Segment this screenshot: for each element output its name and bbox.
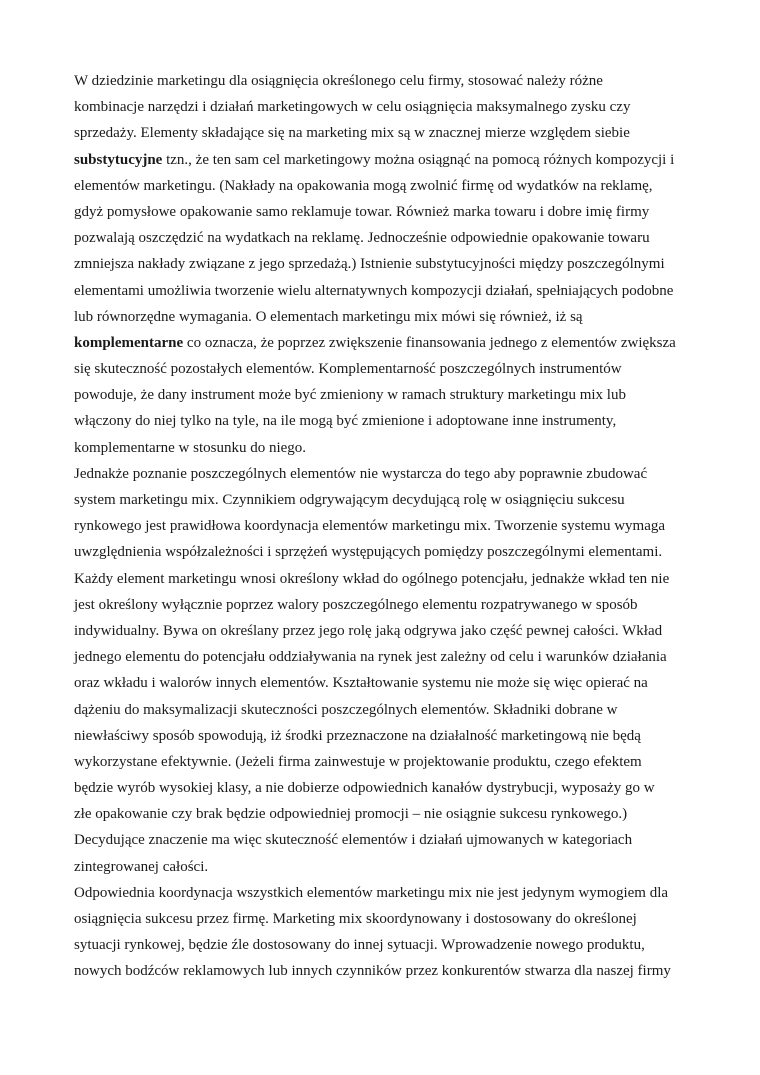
text-segment: sytuacji rynkowej, będzie źle dostosowany do innej sytuacji. Wprowadzenie nowego produktu, [74, 937, 645, 954]
text-line [74, 461, 694, 487]
text-line [74, 775, 694, 801]
text-segment: sprzedaży. Elementy składające się na marketing mix są w znacznej mierze względem siebie [74, 125, 630, 142]
text-line [74, 330, 694, 356]
text-line [74, 854, 694, 880]
text-segment: Odpowiednia koordynacja wszystkich elementów marketingu mix nie jest jedynym wymogiem dla [74, 884, 669, 901]
text-segment: niewłaściwy sposób spowodują, iż środki przeznaczone na działalność marketingową nie będą [74, 727, 641, 744]
text-line [74, 749, 694, 775]
text-segment: dążeniu do maksymalizacji skuteczności poszczególnych elementów. Składniki dobrane w [74, 701, 618, 718]
text-line [74, 566, 694, 592]
text-segment: lub równorzędne wymagania. O elementach marketingu mix mówi się również, iż są [74, 308, 583, 325]
text-segment: zintegrowanej całości. [74, 858, 209, 875]
text-segment: elementów marketingu. (Nakłady na opakowania mogą zwolnić firmę od wydatków na reklamę, [74, 177, 653, 194]
text-line [74, 487, 694, 513]
text-segment: indywidualny. Bywa on określany przez jego rolę jaką odgrywa jako część pewnej całości. Wkład [74, 622, 663, 639]
text-line [74, 435, 694, 461]
text-line [74, 147, 694, 173]
text-line [74, 513, 694, 539]
text-segment: system marketingu mix. Czynnikiem odgrywającym decydującą rolę w osiągnięciu sukcesu [74, 492, 625, 508]
text-segment: komplementarne w stosunku do niego. [74, 439, 307, 456]
text-segment: kombinacje narzędzi i działań marketingowych w celu osiągnięcia maksymalnego zysku czy [74, 99, 631, 116]
text-line [74, 697, 694, 723]
text-line [74, 356, 694, 382]
text-line [74, 278, 694, 304]
text-line [74, 670, 694, 696]
text-segment: pozwalają oszczędzić na wydatkach na reklamę. Jednocześnie odpowiednie opakowanie towaru [74, 230, 650, 247]
text-line [74, 408, 694, 434]
text-line [74, 801, 694, 827]
text-segment: rynkowego jest prawidłowa koordynacja elementów marketingu mix. Tworzenie systemu wymaga [74, 518, 666, 535]
text-segment: gdyż pomysłowe opakowanie samo reklamuje towar. Również marka towaru i dobre imię firmy [74, 203, 650, 220]
text-line [74, 173, 694, 199]
text-segment: uwzględnienia współzależności i sprzężeń występujących pomiędzy poszczególnymi elementami. [74, 544, 663, 561]
text-line [74, 723, 694, 749]
text-segment: zmniejsza nakłady związane z jego sprzedażą.) Istnienie substytucyjności między poszczególnymi [74, 256, 665, 273]
bold-term: komplementarne [74, 334, 184, 351]
text-line [74, 932, 694, 958]
text-segment: jest określony wyłącznie poprzez walory poszczególnego elementu rozpatrywanego w sposób [74, 596, 638, 613]
text-segment: nowych bodźców reklamowych lub innych czynników przez konkurentów stwarza dla naszej firmy [74, 963, 671, 980]
text-segment: W dziedzinie marketingu dla osiągnięcia określonego celu firmy, stosować należy różne [74, 73, 603, 89]
text-segment: będzie wyrób wysokiej klasy, a nie dobierze odpowiednich kanałów dystrybucji, wyposaży go w [74, 780, 655, 797]
text-line [74, 906, 694, 932]
text-segment: elementami umożliwia tworzenie wielu alternatywnych kompozycji działań, spełniających podobne [74, 282, 674, 299]
text-line [74, 382, 694, 408]
text-segment: oraz wkładu i walorów innych elementów. Kształtowanie systemu nie może się więc opierać na [74, 675, 648, 692]
bold-term: substytucyjne [74, 151, 163, 168]
text-segment: co oznacza, że poprzez zwiększenie finansowania jednego z elementów zwiększa [183, 334, 676, 351]
text-segment: osiągnięcia sukcesu przez firmę. Marketing mix skoordynowany i dostosowany do określonej [74, 911, 637, 927]
text-line [74, 68, 694, 94]
text-line [74, 225, 694, 251]
text-segment: Każdy element marketingu wnosi określony wkład do ogólnego potencjału, jednakże wkład ten nie [74, 570, 670, 587]
document-body-text [74, 68, 694, 985]
text-segment: Jednakże poznanie poszczególnych elementów nie wystarcza do tego aby poprawnie zbudować [74, 465, 648, 482]
text-line [74, 958, 694, 984]
text-line [74, 251, 694, 277]
text-line [74, 592, 694, 618]
text-segment: tzn., że ten sam cel marketingowy można osiągnąć na pomocą różnych kompozycji i [162, 151, 675, 168]
text-line [74, 618, 694, 644]
text-line [74, 880, 694, 906]
text-line [74, 827, 694, 853]
text-segment: powoduje, że dany instrument może być zmieniony w ramach struktury marketingu mix lub [74, 387, 626, 404]
text-segment: złe opakowanie czy brak będzie odpowiedniej promocji – nie osiągnie sukcesu rynkowego.) [74, 806, 628, 823]
text-line [74, 304, 694, 330]
text-segment: się skuteczność pozostałych elementów. Komplementarność poszczególnych instrumentów [74, 361, 622, 378]
text-line [74, 120, 694, 146]
text-line [74, 94, 694, 120]
text-segment: jednego elementu do potencjału oddziaływania na rynek jest zależny od celu i warunków działania [74, 649, 667, 666]
text-line [74, 539, 694, 565]
text-segment: włączony do niej tylko na tyle, na ile mogą być zmienione i adoptowane inne instrumenty, [74, 413, 617, 430]
text-segment: wykorzystane efektywnie. (Jeżeli firma zainwestuje w projektowanie produktu, czego efektem [74, 753, 642, 770]
text-line [74, 199, 694, 225]
text-line [74, 644, 694, 670]
text-segment: Decydujące znaczenie ma więc skuteczność elementów i działań ujmowanych w kategoriach [74, 832, 633, 849]
